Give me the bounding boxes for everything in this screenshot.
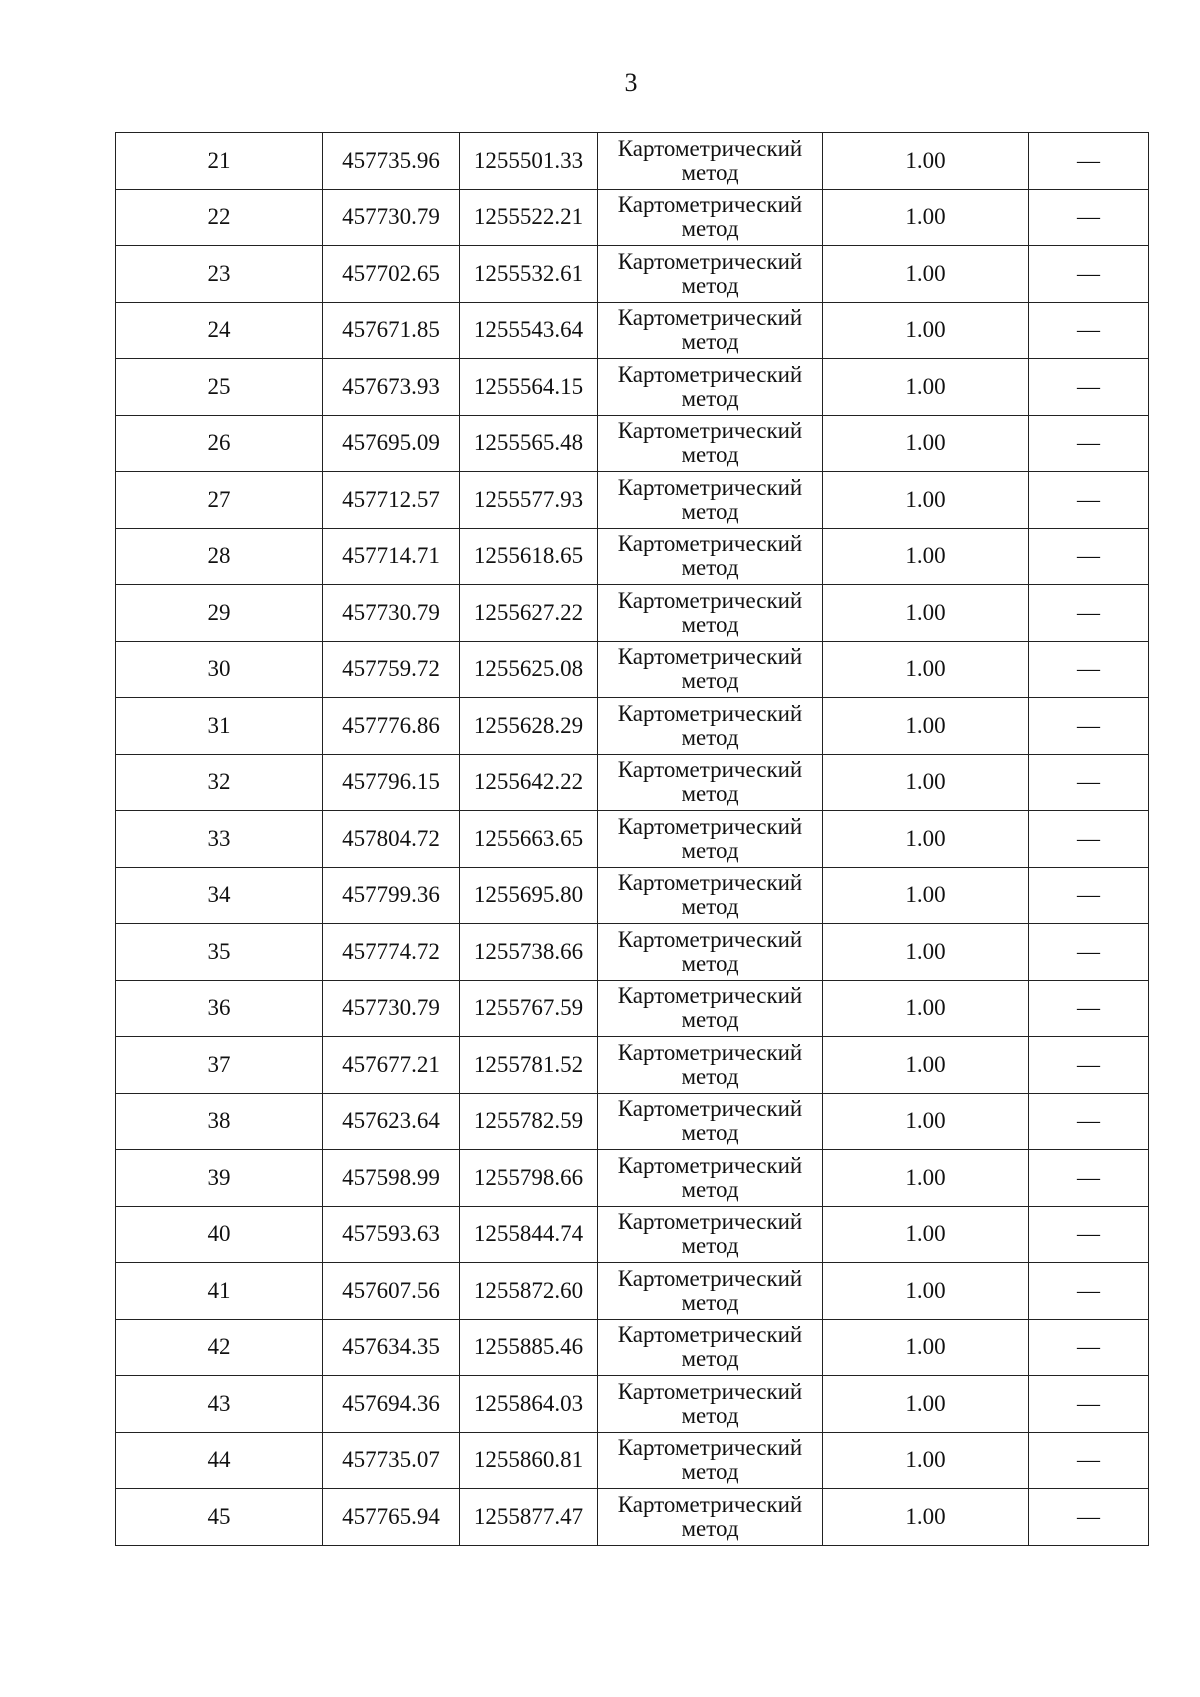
table-row — [116, 1150, 1149, 1207]
y-coordinate-cell: 1255522.21 — [460, 189, 598, 246]
point-number-cell: 30 — [116, 641, 323, 698]
method-cell — [598, 302, 823, 359]
x-coordinate-cell: 457730.79 — [323, 189, 460, 246]
x-coordinate-cell: 457695.09 — [323, 415, 460, 472]
method-cell — [598, 585, 823, 642]
method-line-2: метод — [681, 1120, 739, 1146]
method-line-2: метод — [681, 1233, 739, 1259]
y-coordinate-cell: 1255565.48 — [460, 415, 598, 472]
method-line-2: метод — [681, 1176, 739, 1202]
table-row — [116, 1489, 1149, 1546]
description-cell: — — [1029, 867, 1149, 924]
method-line-2: метод — [681, 781, 739, 807]
x-coordinate-cell: 457759.72 — [323, 641, 460, 698]
method-line-2: метод — [681, 1515, 739, 1541]
x-coordinate-cell: 457804.72 — [323, 811, 460, 868]
method-line-2: метод — [681, 159, 739, 185]
table-row — [116, 1319, 1149, 1376]
method-line-1: Картометрический — [617, 361, 803, 387]
method-line-2: метод — [681, 555, 739, 581]
point-number-cell: 38 — [116, 1093, 323, 1150]
method-cell — [598, 698, 823, 755]
description-cell: — — [1029, 980, 1149, 1037]
coordinates-table-body — [116, 133, 1149, 1546]
y-coordinate-cell: 1255738.66 — [460, 924, 598, 981]
method-line-1: Картометрический — [617, 1209, 803, 1235]
method-cell — [598, 1037, 823, 1094]
accuracy-cell: 1.00 — [823, 528, 1029, 585]
method-line-1: Картометрический — [617, 1265, 803, 1291]
point-number-cell: 32 — [116, 754, 323, 811]
method-cell — [598, 528, 823, 585]
point-number-cell: 39 — [116, 1150, 323, 1207]
accuracy-cell: 1.00 — [823, 754, 1029, 811]
method-line-2: метод — [681, 724, 739, 750]
y-coordinate-cell: 1255877.47 — [460, 1489, 598, 1546]
table-row — [116, 980, 1149, 1037]
y-coordinate-cell: 1255642.22 — [460, 754, 598, 811]
accuracy-cell: 1.00 — [823, 133, 1029, 190]
page-number: 3 — [624, 68, 638, 97]
y-coordinate-cell: 1255885.46 — [460, 1319, 598, 1376]
description-cell: — — [1029, 1093, 1149, 1150]
accuracy-cell: 1.00 — [823, 302, 1029, 359]
description-cell: — — [1029, 1432, 1149, 1489]
description-cell: — — [1029, 641, 1149, 698]
point-number-cell: 37 — [116, 1037, 323, 1094]
accuracy-cell: 1.00 — [823, 1093, 1029, 1150]
description-cell: — — [1029, 754, 1149, 811]
method-cell — [598, 1150, 823, 1207]
table-row — [116, 1037, 1149, 1094]
method-line-2: метод — [681, 1007, 739, 1033]
x-coordinate-cell: 457730.79 — [323, 980, 460, 1037]
description-cell: — — [1029, 1319, 1149, 1376]
method-line-2: метод — [681, 216, 739, 242]
table-row — [116, 359, 1149, 416]
y-coordinate-cell: 1255860.81 — [460, 1432, 598, 1489]
accuracy-cell: 1.00 — [823, 1206, 1029, 1263]
description-cell: — — [1029, 698, 1149, 755]
y-coordinate-cell: 1255798.66 — [460, 1150, 598, 1207]
y-coordinate-cell: 1255532.61 — [460, 246, 598, 303]
x-coordinate-cell: 457776.86 — [323, 698, 460, 755]
method-line-1: Картометрический — [617, 983, 803, 1009]
point-number-cell: 36 — [116, 980, 323, 1037]
table-row — [116, 585, 1149, 642]
method-line-1: Картометрический — [617, 248, 803, 274]
table-row — [116, 302, 1149, 359]
method-line-1: Картометрический — [617, 1435, 803, 1461]
point-number-cell: 25 — [116, 359, 323, 416]
y-coordinate-cell: 1255872.60 — [460, 1263, 598, 1320]
method-line-2: метод — [681, 894, 739, 920]
description-cell: — — [1029, 189, 1149, 246]
description-cell: — — [1029, 585, 1149, 642]
method-cell — [598, 867, 823, 924]
accuracy-cell: 1.00 — [823, 867, 1029, 924]
table-row — [116, 924, 1149, 981]
accuracy-cell: 1.00 — [823, 415, 1029, 472]
y-coordinate-cell: 1255628.29 — [460, 698, 598, 755]
description-cell: — — [1029, 811, 1149, 868]
accuracy-cell: 1.00 — [823, 1376, 1029, 1433]
accuracy-cell: 1.00 — [823, 924, 1029, 981]
x-coordinate-cell: 457673.93 — [323, 359, 460, 416]
table-row — [116, 1263, 1149, 1320]
point-number-cell: 22 — [116, 189, 323, 246]
point-number-cell: 24 — [116, 302, 323, 359]
method-line-2: метод — [681, 668, 739, 694]
point-number-cell: 31 — [116, 698, 323, 755]
coordinates-table — [115, 132, 1149, 1546]
x-coordinate-cell: 457671.85 — [323, 302, 460, 359]
x-coordinate-cell: 457774.72 — [323, 924, 460, 981]
point-number-cell: 28 — [116, 528, 323, 585]
point-number-cell: 23 — [116, 246, 323, 303]
x-coordinate-cell: 457735.07 — [323, 1432, 460, 1489]
method-cell — [598, 472, 823, 529]
method-cell — [598, 359, 823, 416]
method-line-2: метод — [681, 498, 739, 524]
table-row — [116, 641, 1149, 698]
table-row — [116, 754, 1149, 811]
point-number-cell: 27 — [116, 472, 323, 529]
method-line-1: Картометрический — [617, 1039, 803, 1065]
method-line-1: Картометрический — [617, 1322, 803, 1348]
accuracy-cell: 1.00 — [823, 359, 1029, 416]
x-coordinate-cell: 457634.35 — [323, 1319, 460, 1376]
accuracy-cell: 1.00 — [823, 585, 1029, 642]
method-cell — [598, 1093, 823, 1150]
x-coordinate-cell: 457796.15 — [323, 754, 460, 811]
accuracy-cell: 1.00 — [823, 246, 1029, 303]
x-coordinate-cell: 457712.57 — [323, 472, 460, 529]
point-number-cell: 21 — [116, 133, 323, 190]
point-number-cell: 41 — [116, 1263, 323, 1320]
method-line-2: метод — [681, 950, 739, 976]
description-cell: — — [1029, 472, 1149, 529]
y-coordinate-cell: 1255564.15 — [460, 359, 598, 416]
description-cell: — — [1029, 1206, 1149, 1263]
method-cell — [598, 980, 823, 1037]
x-coordinate-cell: 457598.99 — [323, 1150, 460, 1207]
method-cell — [598, 1376, 823, 1433]
method-line-1: Картометрический — [617, 757, 803, 783]
table-row — [116, 811, 1149, 868]
x-coordinate-cell: 457735.96 — [323, 133, 460, 190]
method-line-1: Картометрический — [617, 870, 803, 896]
x-coordinate-cell: 457714.71 — [323, 528, 460, 585]
x-coordinate-cell: 457623.64 — [323, 1093, 460, 1150]
table-row — [116, 1093, 1149, 1150]
description-cell: — — [1029, 1150, 1149, 1207]
y-coordinate-cell: 1255767.59 — [460, 980, 598, 1037]
point-number-cell: 45 — [116, 1489, 323, 1546]
table-row — [116, 528, 1149, 585]
point-number-cell: 40 — [116, 1206, 323, 1263]
method-line-2: метод — [681, 272, 739, 298]
method-cell — [598, 133, 823, 190]
method-line-1: Картометрический — [617, 1491, 803, 1517]
table-row — [116, 1432, 1149, 1489]
method-line-2: метод — [681, 1402, 739, 1428]
table-row — [116, 189, 1149, 246]
accuracy-cell: 1.00 — [823, 1319, 1029, 1376]
point-number-cell: 29 — [116, 585, 323, 642]
method-cell — [598, 246, 823, 303]
y-coordinate-cell: 1255625.08 — [460, 641, 598, 698]
accuracy-cell: 1.00 — [823, 1489, 1029, 1546]
method-line-1: Картометрический — [617, 644, 803, 670]
method-cell — [598, 811, 823, 868]
y-coordinate-cell: 1255781.52 — [460, 1037, 598, 1094]
x-coordinate-cell: 457694.36 — [323, 1376, 460, 1433]
method-line-1: Картометрический — [617, 587, 803, 613]
description-cell: — — [1029, 924, 1149, 981]
x-coordinate-cell: 457799.36 — [323, 867, 460, 924]
accuracy-cell: 1.00 — [823, 811, 1029, 868]
method-line-1: Картометрический — [617, 926, 803, 952]
method-line-1: Картометрический — [617, 474, 803, 500]
table-row — [116, 867, 1149, 924]
table-row — [116, 1376, 1149, 1433]
method-line-1: Картометрический — [617, 1096, 803, 1122]
accuracy-cell: 1.00 — [823, 1263, 1029, 1320]
x-coordinate-cell: 457677.21 — [323, 1037, 460, 1094]
description-cell: — — [1029, 133, 1149, 190]
method-line-2: метод — [681, 1063, 739, 1089]
accuracy-cell: 1.00 — [823, 1037, 1029, 1094]
point-number-cell: 26 — [116, 415, 323, 472]
y-coordinate-cell: 1255618.65 — [460, 528, 598, 585]
method-cell — [598, 641, 823, 698]
method-cell — [598, 415, 823, 472]
description-cell: — — [1029, 415, 1149, 472]
description-cell: — — [1029, 246, 1149, 303]
accuracy-cell: 1.00 — [823, 641, 1029, 698]
point-number-cell: 44 — [116, 1432, 323, 1489]
y-coordinate-cell: 1255501.33 — [460, 133, 598, 190]
method-line-1: Картометрический — [617, 305, 803, 331]
y-coordinate-cell: 1255577.93 — [460, 472, 598, 529]
method-line-2: метод — [681, 329, 739, 355]
y-coordinate-cell: 1255782.59 — [460, 1093, 598, 1150]
y-coordinate-cell: 1255864.03 — [460, 1376, 598, 1433]
method-line-1: Картометрический — [617, 700, 803, 726]
method-line-2: метод — [681, 385, 739, 411]
method-cell — [598, 1206, 823, 1263]
table-row — [116, 472, 1149, 529]
method-cell — [598, 1319, 823, 1376]
description-cell: — — [1029, 359, 1149, 416]
method-line-2: метод — [681, 1289, 739, 1315]
description-cell: — — [1029, 528, 1149, 585]
accuracy-cell: 1.00 — [823, 189, 1029, 246]
method-line-1: Картометрический — [617, 1152, 803, 1178]
method-cell — [598, 1489, 823, 1546]
method-line-1: Картометрический — [617, 1378, 803, 1404]
point-number-cell: 42 — [116, 1319, 323, 1376]
method-cell — [598, 754, 823, 811]
description-cell: — — [1029, 302, 1149, 359]
description-cell: — — [1029, 1376, 1149, 1433]
accuracy-cell: 1.00 — [823, 1150, 1029, 1207]
table-row — [116, 415, 1149, 472]
y-coordinate-cell: 1255844.74 — [460, 1206, 598, 1263]
description-cell: — — [1029, 1037, 1149, 1094]
x-coordinate-cell: 457730.79 — [323, 585, 460, 642]
description-cell: — — [1029, 1489, 1149, 1546]
point-number-cell: 35 — [116, 924, 323, 981]
x-coordinate-cell: 457607.56 — [323, 1263, 460, 1320]
point-number-cell: 33 — [116, 811, 323, 868]
method-line-2: метод — [681, 1459, 739, 1485]
method-line-1: Картометрический — [617, 813, 803, 839]
method-line-2: метод — [681, 611, 739, 637]
table-row — [116, 246, 1149, 303]
x-coordinate-cell: 457765.94 — [323, 1489, 460, 1546]
y-coordinate-cell: 1255663.65 — [460, 811, 598, 868]
table-row — [116, 133, 1149, 190]
point-number-cell: 43 — [116, 1376, 323, 1433]
method-cell — [598, 189, 823, 246]
method-cell — [598, 1263, 823, 1320]
table-row — [116, 698, 1149, 755]
method-line-2: метод — [681, 837, 739, 863]
method-line-1: Картометрический — [617, 418, 803, 444]
method-line-1: Картометрический — [617, 192, 803, 218]
y-coordinate-cell: 1255627.22 — [460, 585, 598, 642]
accuracy-cell: 1.00 — [823, 980, 1029, 1037]
point-number-cell: 34 — [116, 867, 323, 924]
table-row — [116, 1206, 1149, 1263]
y-coordinate-cell: 1255695.80 — [460, 867, 598, 924]
method-line-2: метод — [681, 442, 739, 468]
method-line-2: метод — [681, 1346, 739, 1372]
method-cell — [598, 924, 823, 981]
x-coordinate-cell: 457593.63 — [323, 1206, 460, 1263]
description-cell: — — [1029, 1263, 1149, 1320]
method-line-1: Картометрический — [617, 135, 803, 161]
accuracy-cell: 1.00 — [823, 1432, 1029, 1489]
method-line-1: Картометрический — [617, 531, 803, 557]
y-coordinate-cell: 1255543.64 — [460, 302, 598, 359]
accuracy-cell: 1.00 — [823, 698, 1029, 755]
method-cell — [598, 1432, 823, 1489]
x-coordinate-cell: 457702.65 — [323, 246, 460, 303]
accuracy-cell: 1.00 — [823, 472, 1029, 529]
